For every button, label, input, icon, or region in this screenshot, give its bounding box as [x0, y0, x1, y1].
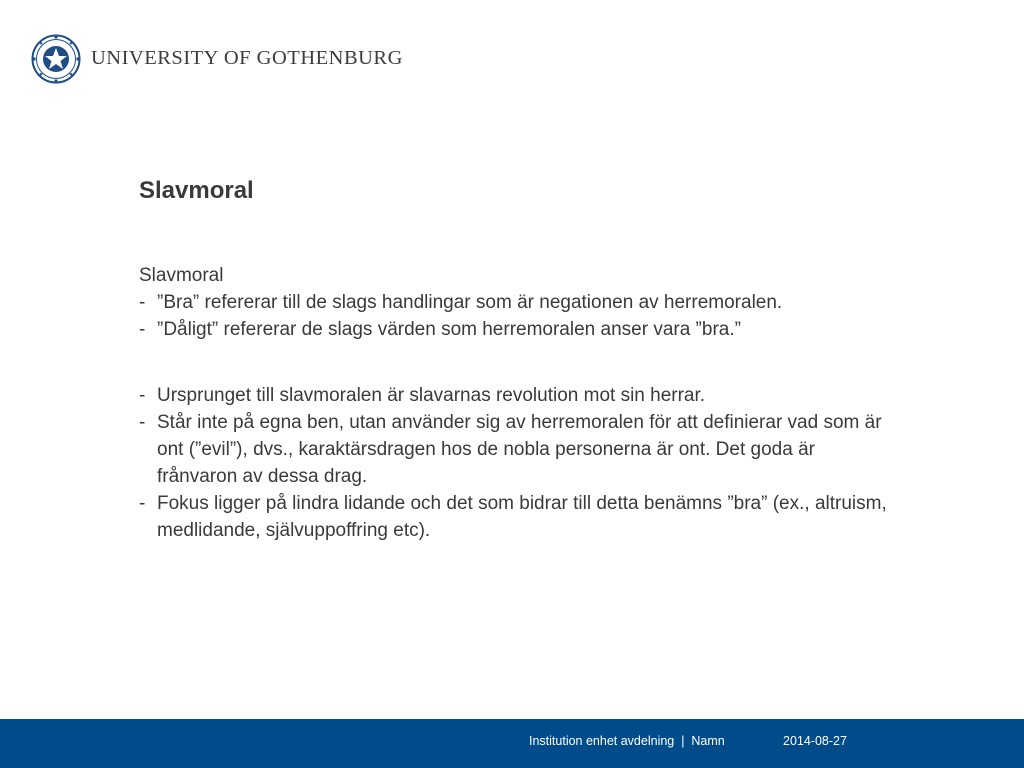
bullet-item [139, 289, 899, 316]
bullet-item [139, 409, 899, 490]
bullet-marker: - [139, 319, 146, 340]
bullet-text: ”Bra” refererar till de slags handlingar som är negationen av herremoralen. [157, 292, 783, 313]
footer-bar [0, 719, 1024, 768]
bullet-item [139, 382, 899, 409]
bullet-list-1 [139, 289, 899, 343]
university-name: UNIVERSITY OF GOTHENBURG [91, 47, 403, 69]
bullet-item [139, 490, 899, 544]
slide-title: Slavmoral [139, 177, 254, 204]
university-seal-logo [31, 34, 81, 84]
slide-body [139, 262, 899, 544]
footer-date: 2014-08-27 [783, 734, 847, 748]
spacer [139, 343, 899, 382]
bullet-list-2 [139, 382, 899, 544]
bullet-marker: - [139, 412, 146, 433]
bullet-item [139, 316, 899, 343]
bullet-text: Ursprunget till slavmoralen är slavarnas revolution mot sin herrar. [157, 385, 706, 406]
bullet-marker: - [139, 385, 146, 406]
bullet-marker: - [139, 493, 146, 514]
bullet-marker: - [139, 292, 146, 313]
bullet-text: Står inte på egna ben, utan använder sig av herremoralen för att definierar vad som är ont (”evil”), dvs., karaktärsdragen hos de nobla personerna är ont. Det goda är frånvaron av dessa drag. [157, 412, 882, 487]
bullet-text: Fokus ligger på lindra lidande och det som bidrar till detta benämns ”bra” (ex., altruism, medlidande, självuppoffring etc). [157, 493, 887, 541]
body-intro: Slavmoral [139, 265, 224, 286]
bullet-text: ”Dåligt” refererar de slags värden som herremoralen anser vara ”bra.” [157, 319, 741, 340]
footer-department: Institution enhet avdelning | Namn [529, 734, 725, 748]
